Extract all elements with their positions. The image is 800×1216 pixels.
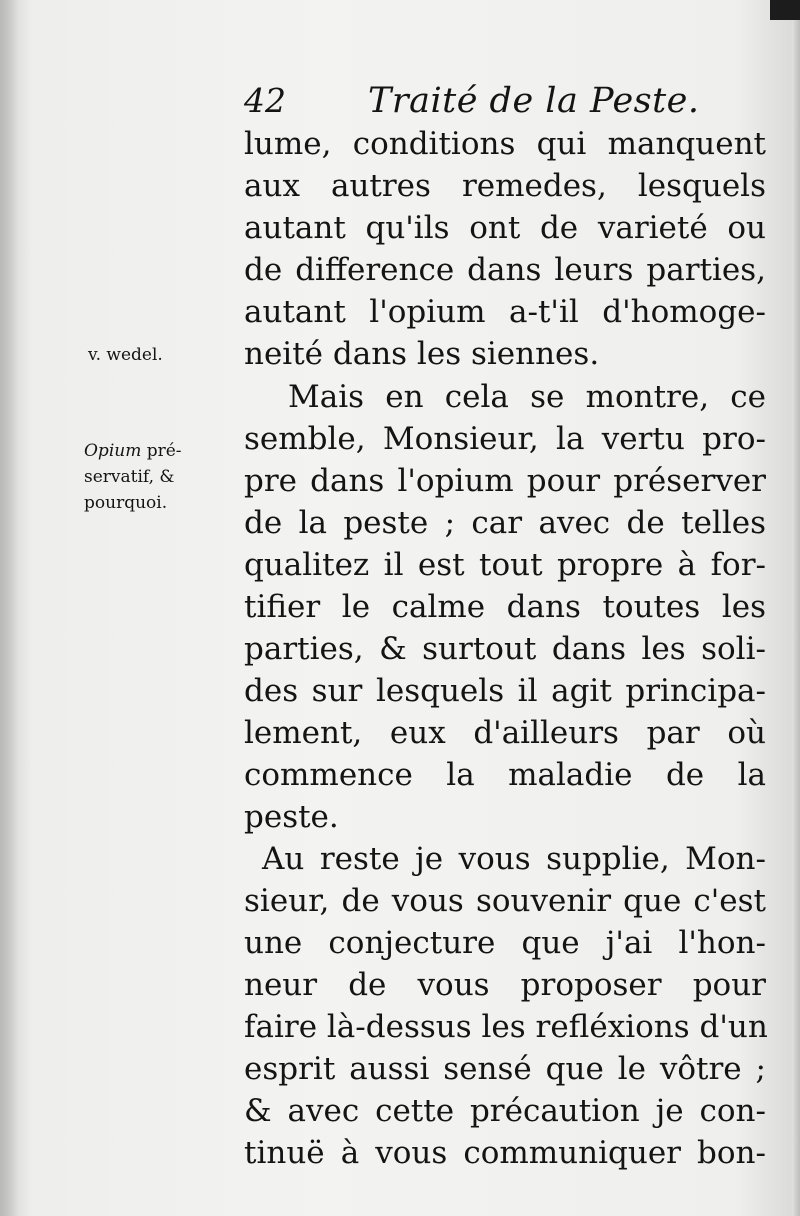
body-line: neité dans les siennes. bbox=[244, 336, 600, 372]
body-line: lume, conditions qui manquent bbox=[244, 126, 766, 162]
body-line: pre dans l'opium pour préserver bbox=[244, 463, 766, 499]
page-number: 42 bbox=[244, 81, 286, 120]
body-line: parties, & surtout dans les soli- bbox=[244, 631, 766, 667]
body-line: esprit aussi sensé que le vôtre ; bbox=[244, 1051, 766, 1087]
body-line: autant l'opium a-t'il d'homoge- bbox=[244, 294, 766, 330]
margin-note-line: servatif, & bbox=[84, 467, 175, 487]
body-line: de difference dans leurs parties, bbox=[244, 252, 766, 288]
body-line: qualitez il est tout propre à for- bbox=[244, 547, 766, 583]
body-line: sieur, de vous souvenir que c'est bbox=[244, 883, 766, 919]
body-line: une conjecture que j'ai l'hon- bbox=[244, 925, 766, 961]
body-line: lement, eux d'ailleurs par où bbox=[244, 715, 766, 751]
margin-note-wedel: v. wedel. bbox=[88, 345, 163, 365]
margin-note-text: pré- bbox=[141, 441, 182, 461]
running-title: Traité de la Peste. bbox=[368, 81, 700, 121]
body-line: des sur lesquels il agit principa- bbox=[244, 673, 766, 709]
gutter-shadow bbox=[0, 0, 18, 1216]
body-line: tifier le calme dans toutes les bbox=[244, 589, 766, 625]
running-head bbox=[244, 78, 744, 124]
body-line: Mais en cela se montre, ce bbox=[288, 379, 766, 415]
body-line: faire là-dessus les refléxions d'un bbox=[244, 1009, 768, 1045]
body-line: aux autres remedes, lesquels bbox=[244, 168, 766, 204]
show-through-smudge bbox=[110, 178, 134, 206]
body-line: semble, Monsieur, la vertu pro- bbox=[244, 421, 766, 457]
body-line: Au reste je vous supplie, Mon- bbox=[262, 841, 766, 877]
body-line: autant qu'ils ont de varieté ou bbox=[244, 210, 766, 246]
margin-note-line bbox=[84, 438, 234, 464]
body-line: & avec cette précaution je con- bbox=[244, 1093, 766, 1129]
body-line: de la peste ; car avec de telles bbox=[244, 505, 766, 541]
margin-note-italic: Opium bbox=[84, 441, 142, 461]
body-line: tinuë à vous communiquer bon- bbox=[244, 1135, 766, 1171]
margin-note-line: pourquoi. bbox=[84, 493, 168, 513]
body-line: commence la maladie de la bbox=[244, 757, 766, 793]
page-edge bbox=[792, 20, 800, 1216]
margin-note-opium-preservatif bbox=[84, 438, 234, 516]
body-line: neur de vous proposer pour bbox=[244, 967, 766, 1003]
body-line: peste. bbox=[244, 799, 339, 835]
page-corner bbox=[770, 0, 800, 20]
